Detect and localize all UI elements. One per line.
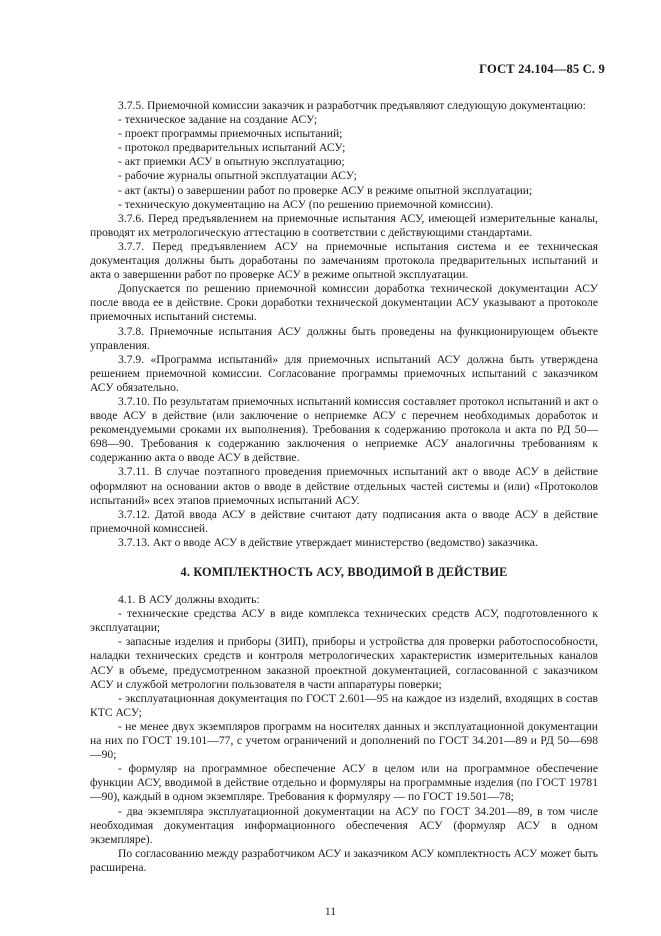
paragraph: По согласованию между разработчиком АСУ и заказчиком АСУ комплектность АСУ может быть расширена. xyxy=(90,846,598,874)
paragraph: - рабочие журналы опытной эксплуатации АСУ; xyxy=(118,169,357,183)
paragraph: - техническое задание на создание АСУ; xyxy=(118,113,318,127)
page-header: ГОСТ 24.104—85 С. 9 xyxy=(479,62,605,76)
paragraph: - протокол предварительных испытаний АСУ; xyxy=(118,141,346,155)
section-heading: 4. КОМПЛЕКТНОСТЬ АСУ, ВВОДИМОЙ В ДЕЙСТВИЕ xyxy=(180,565,508,579)
paragraph: - запасные изделия и приборы (ЗИП), приборы и устройства для проверки работоспособности, наладки технических средств и контроля метрологических характеристик измерительных каналов АСУ в объеме, предусмотренном заказной проектной документацией, согласованной с заказчиком АСУ и службой метрологии пользователя в части аппаратуры поверки; xyxy=(90,635,598,691)
paragraph: 3.7.7. Перед предъявлением АСУ на приемочные испытания система и ее техническая документация должны быть доработаны по замечаниям протокола предварительных испытаний и акта о завершении работ по проверке АСУ в режиме опытной эксплуатации. xyxy=(90,239,598,282)
paragraph: - два экземпляра эксплуатационной документации на АСУ по ГОСТ 34.201—89, в том числе необходимая документация информационного обеспечения АСУ (формуляр АСУ в одном экземпляре). xyxy=(90,804,598,846)
paragraph: - эксплуатационная документация по ГОСТ 2.601—95 на каждое из изделий, входящих в состав КТС АСУ; xyxy=(90,691,598,719)
paragraph: 3.7.10. По результатам приемочных испытаний комиссия составляет протокол испытаний и акт о вводе АСУ в действие (или заключение о неприемке АСУ с перечнем необходимых доработок и рекомендуемыми сроками их выполнения). Требования к содержанию протокола и акта по РД 50—698—90. Требования к содержанию заключения о неприемке АСУ аналогичны требованиям к содержанию акта о вводе АСУ в действие. xyxy=(90,394,598,465)
paragraph: 3.7.13. Акт о вводе АСУ в действие утверждает министерство (ведомство) заказчика. xyxy=(118,535,538,549)
paragraph: - проект программы приемочных испытаний; xyxy=(118,127,343,141)
paragraph: 3.7.12. Датой ввода АСУ в действие считают дату подписания акта о вводе АСУ в действие приемочной комиссией. xyxy=(90,507,598,535)
paragraph: - технические средства АСУ в виде комплекса технических средств АСУ, подготовленного к эксплуатации; xyxy=(90,607,598,635)
paragraph: 3.7.5. Приемочной комиссии заказчик и разработчик предъявляют следующую документацию: xyxy=(118,99,586,112)
paragraph: Допускается по решению приемочной комиссии доработка технической документации АСУ после ввода ее в действие. Сроки доработки технической документации АСУ указывают а протоколе приемочных испытаний системы. xyxy=(90,282,598,324)
paragraph: 3.7.9. «Программа испытаний» для приемочных испытаний АСУ должна быть утверждена решением приемочной комиссии. Согласование программы приемочных испытаний с заказчиком АСУ обязательно. xyxy=(90,352,598,394)
paragraph: - акт (акты) о завершении работ по проверке АСУ в режиме опытной эксплуатации; xyxy=(118,183,533,197)
paragraph: - акт приемки АСУ в опытную эксплуатацию; xyxy=(118,155,345,169)
paragraph: - формуляр на программное обеспечение АСУ в целом или на программное обеспечение функции АСУ, вводимой в действие отдельно и формуляры на программные изделия (по ГОСТ 19781—90), каждый в одном экземпляре. Требования к формуляру — по ГОСТ 19.501—78; xyxy=(90,762,598,804)
document-body xyxy=(90,99,598,875)
paragraph: 3.7.11. В случае поэтапного проведения приемочных испытаний акт о вводе АСУ в действие оформляют на основании актов о вводе в действие отдельных частей системы и (или) «Протоколов испытаний» всех этапов приемочных испытаний АСУ. xyxy=(90,465,598,507)
paragraph: 3.7.6. Перед предъявлением на приемочные испытания АСУ, имеющей измерительные каналы, проводят их метрологическую аттестацию в соответствии с действующими стандартами. xyxy=(90,211,598,239)
paragraph: 3.7.8. Приемочные испытания АСУ должны быть проведены на функционирующем объекте управления. xyxy=(90,324,598,352)
paragraph: - не менее двух экземпляров программ на носителях данных и эксплуатационной документации на них по ГОСТ 19.101—77, с учетом ограничений и дополнений по ГОСТ 34.201—89 и РД 50—698—90; xyxy=(90,719,598,762)
page-number: 11 xyxy=(324,905,337,918)
paragraph: 4.1. В АСУ должны входить: xyxy=(118,593,260,607)
paragraph: - техническую документацию на АСУ (по решению приемочной комиссии). xyxy=(118,197,494,211)
